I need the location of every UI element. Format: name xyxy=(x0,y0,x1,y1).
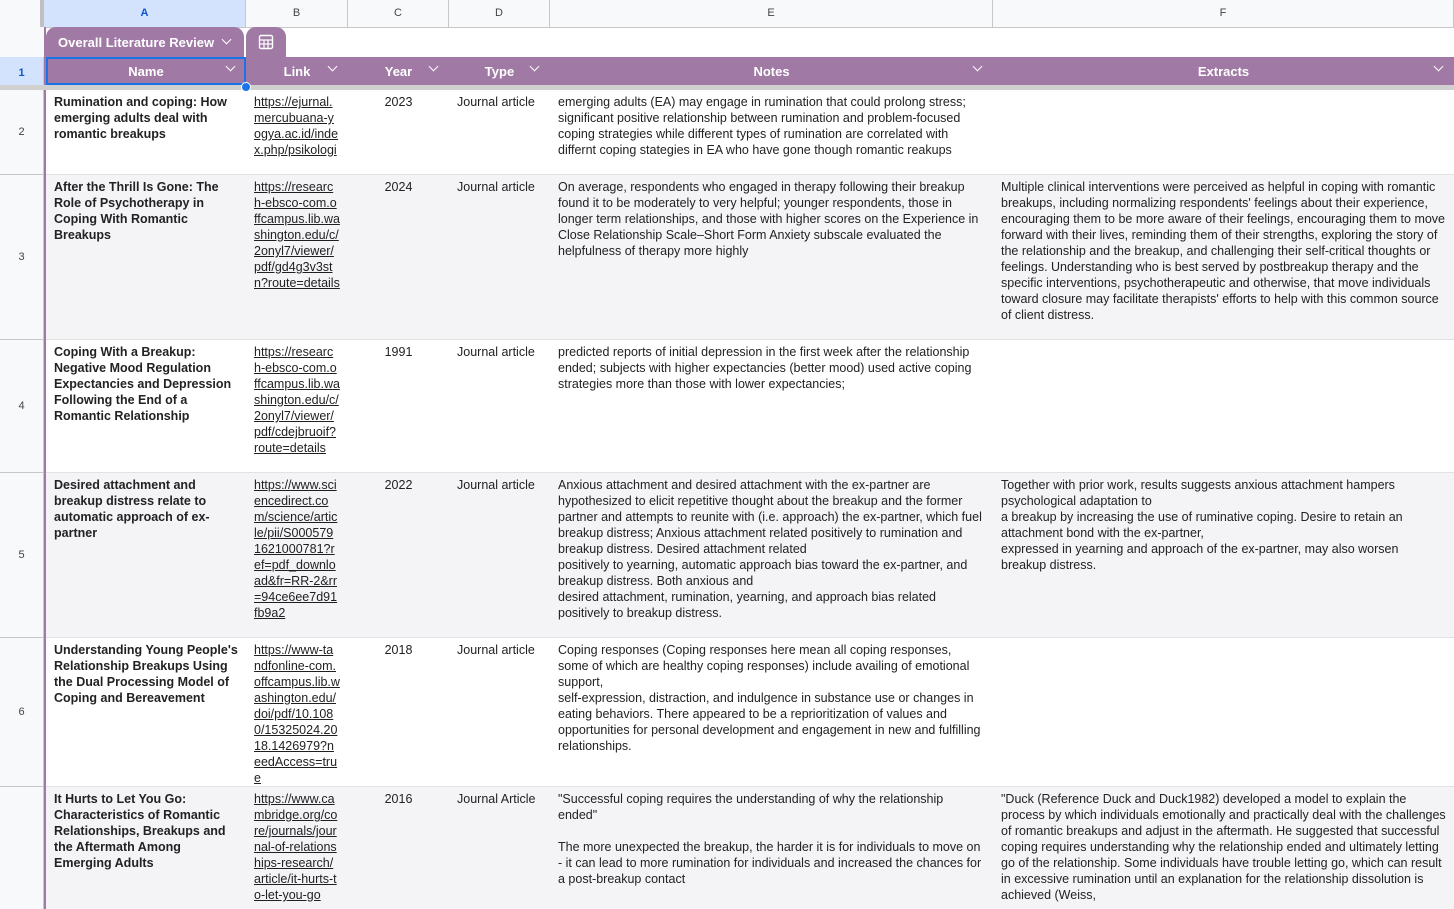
header-cell-year[interactable] xyxy=(348,57,449,85)
cell-year[interactable]: 2024 xyxy=(384,180,413,194)
cell-extracts[interactable]: Multiple clinical interventions were perceived as helpful in coping with romantic breakups, including normalizing respondents' feelings about their experience, encouraging them to be more aware of their feelings, encouraging them to move forward with their lives, reminding them of their strengths, exploring the story of the relationship and the breakup, and challenging their self-critical thoughts or feelings. Understanding who is best served by postbreakup therapy and the specific interventions, psychotherapeutic and otherwise, that move individuals toward closure may facilitate therapists' efforts to help with this common source of client distress. xyxy=(1001,180,1449,322)
chevron-down-icon[interactable] xyxy=(226,62,236,72)
cell-year[interactable]: 1991 xyxy=(384,345,413,359)
chevron-down-icon[interactable] xyxy=(222,35,232,45)
cell-notes[interactable]: emerging adults (EA) may engage in rumination that could prolong stress; significant positive relationship between rumination and problem-focused coping strategies while different types of rumination are correlated with differnt coping stategies in EA who have gone though romantic reakups xyxy=(558,95,970,157)
header-year-label: Year xyxy=(384,63,413,79)
column-header-b[interactable]: B xyxy=(246,0,348,27)
cell-notes[interactable]: Coping responses (Coping responses here mean all coping responses, some of which are healthy coping responses) include availing of emotional support, self-expression, distraction, and indulgence in substance use or changes in eating behaviors. There appeared to be a reprioritization of values and opportunities for personal development and engagement in new and fulfilling relationships. xyxy=(558,643,981,753)
column-header-f[interactable]: F xyxy=(993,0,1454,27)
header-link-label: Link xyxy=(283,63,311,79)
row-number-2[interactable]: 2 xyxy=(0,90,44,175)
cell-notes[interactable]: "Successful coping requires the understanding of why the relationship ended" The more unexpected the breakup, the harder it is for individuals to move on - it can lead to more rumination for individuals and increased the chances for a post-breakup contact xyxy=(558,792,982,886)
cell-extracts[interactable] xyxy=(993,90,1454,98)
table-name-label: Overall Literature Review xyxy=(58,34,215,50)
cell-link[interactable]: https://www-tandfonline-com.offcampus.lib.washington.edu/doi/pdf/10.1080/15325024.2018.1426979?needAccess=true xyxy=(254,643,340,785)
header-type-label: Type xyxy=(484,63,515,79)
chevron-down-icon[interactable] xyxy=(973,62,983,72)
table-row xyxy=(46,473,1454,638)
cell-link[interactable]: https://www.sciencedirect.com/science/article/pii/S0005791621000781?ref=pdf_download&fr=RR-2&rr=94ce6ee7d91fb9a2 xyxy=(254,478,338,620)
row-number-1[interactable]: 1 xyxy=(0,57,44,90)
header-cell-link[interactable] xyxy=(246,57,348,85)
row-number-4[interactable]: 4 xyxy=(0,340,44,473)
column-header-a[interactable]: A xyxy=(44,0,246,27)
cell-type[interactable]: Journal article xyxy=(457,180,535,194)
table-row xyxy=(46,340,1454,473)
chevron-down-icon[interactable] xyxy=(328,62,338,72)
chevron-down-icon[interactable] xyxy=(530,62,540,72)
cell-type[interactable]: Journal Article xyxy=(457,792,536,806)
cell-type[interactable]: Journal article xyxy=(457,643,535,657)
table-row xyxy=(46,638,1454,787)
cell-name[interactable]: Rumination and coping: How emerging adults deal with romantic breakups xyxy=(54,95,231,141)
column-header-bar xyxy=(0,0,1454,28)
header-notes-label: Notes xyxy=(753,63,790,79)
cell-year[interactable]: 2023 xyxy=(384,95,413,109)
header-cell-extracts[interactable] xyxy=(993,57,1454,85)
row-number-blank xyxy=(0,27,44,57)
table-view-button[interactable] xyxy=(246,27,286,57)
cell-name[interactable]: Understanding Young People's Relationship Breakups Using the Dual Processing Model of Coping and Bereavement xyxy=(54,643,242,705)
row-number-7[interactable] xyxy=(0,787,44,909)
table-row xyxy=(46,175,1454,340)
chevron-down-icon[interactable] xyxy=(1434,62,1444,72)
cell-notes[interactable]: On average, respondents who engaged in therapy following their breakup found it to be moderately to very helpful; younger respondents, those in longer term relationships, and those with higher scores on the Experience in Close Relationship Scale–Short Form Anxiety subscale evaluated the helpfulness of therapy more highly xyxy=(558,180,982,258)
cell-link[interactable]: https://www.cambridge.org/core/journals/journal-of-relationships-research/article/it-hurts-to-let-you-go xyxy=(254,792,338,902)
cell-extracts[interactable] xyxy=(993,340,1454,348)
column-header-e[interactable]: E xyxy=(550,0,993,27)
chevron-down-icon[interactable] xyxy=(429,62,439,72)
cell-extracts[interactable]: Together with prior work, results suggests anxious attachment hampers psychological adaptation to a breakup by increasing the use of ruminative coping. Desire to retain an attachment bond with the ex-partner, expressed in yearning and approach of the ex-partner, may also worsen breakup distress. xyxy=(1001,478,1403,572)
cell-type[interactable]: Journal article xyxy=(457,345,535,359)
header-name-label: Name xyxy=(128,63,164,79)
cell-link[interactable]: https://ejurnal.mercubuana-yogya.ac.id/index.php/psikologi xyxy=(254,95,339,157)
table-row xyxy=(46,90,1454,175)
cell-extracts[interactable] xyxy=(993,638,1454,646)
cell-type[interactable]: Journal article xyxy=(457,95,535,109)
header-cell-name[interactable] xyxy=(46,57,246,85)
cell-name[interactable]: Desired attachment and breakup distress relate to automatic approach of ex-partner xyxy=(54,478,210,540)
column-header-c[interactable]: C xyxy=(348,0,449,27)
cell-extracts[interactable]: "Duck (Reference Duck and Duck1982) developed a model to explain the process by which individuals emotionally and practically deal with the challenges of romantic breakups and adjust in the aftermath. He suggested that successful coping requires understanding why the relationship ended and ultimately letting go of the relationship. Some individuals have trouble letting go, which can result in excessive rumination until an explanation for the relationship dissolution is achieved (Weiss, xyxy=(1001,792,1450,902)
row-number-3[interactable]: 3 xyxy=(0,175,44,340)
cell-year[interactable]: 2022 xyxy=(384,478,413,492)
select-all-corner[interactable] xyxy=(0,0,44,27)
header-cell-type[interactable] xyxy=(449,57,550,85)
cell-notes[interactable]: Anxious attachment and desired attachment with the ex-partner are hypothesized to elicit repetitive thought about the breakup and the former partner and attempts to reunite with (i.e. approach) the ex-partner, which fuel breakup distress; Anxious attachment related positively to rumination and breakup distress. Desired attachment related positively to yearning, automatic approach bias toward the ex-partner, and breakup distress. Both anxious and desired attachment, rumination, yearning, and approach bias related positively to breakup distress. xyxy=(558,478,982,620)
row-number-6[interactable]: 6 xyxy=(0,638,44,787)
cell-name[interactable]: After the Thrill Is Gone: The Role of Psychotherapy in Coping With Romantic Breakups xyxy=(54,180,223,242)
header-extracts-label: Extracts xyxy=(1197,63,1250,79)
cell-name[interactable]: Coping With a Breakup: Negative Mood Regulation Expectancies and Depression Following the End of a Romantic Relationship xyxy=(54,345,235,423)
cell-name[interactable]: It Hurts to Let You Go: Characteristics of Romantic Relationships, Breakups and the Aftermath Among Emerging Adults xyxy=(54,792,230,870)
table-name-chip[interactable] xyxy=(46,27,244,57)
cell-type[interactable]: Journal article xyxy=(457,478,535,492)
row-number-5[interactable]: 5 xyxy=(0,473,44,638)
cell-notes[interactable]: predicted reports of initial depression in the first week after the relationship ended; subjects with higher expectancies (better mood) used active coping strategies more than those with lower expectancies; xyxy=(558,345,975,391)
cell-link[interactable]: https://research-ebsco-com.offcampus.lib.washington.edu/c/2onyl7/viewer/pdf/cdejbruoif?route=details xyxy=(254,345,340,455)
header-cell-notes[interactable] xyxy=(550,57,993,85)
calculator-icon xyxy=(257,33,275,51)
cell-link[interactable]: https://research-ebsco-com.offcampus.lib.washington.edu/c/2onyl7/viewer/pdf/gd4g3v3stn?route=details xyxy=(254,180,340,290)
cell-year[interactable]: 2018 xyxy=(384,643,413,657)
table-row xyxy=(46,787,1454,909)
column-header-d[interactable]: D xyxy=(449,0,550,27)
cell-year[interactable]: 2016 xyxy=(384,792,413,806)
table-header-row xyxy=(46,57,1454,85)
